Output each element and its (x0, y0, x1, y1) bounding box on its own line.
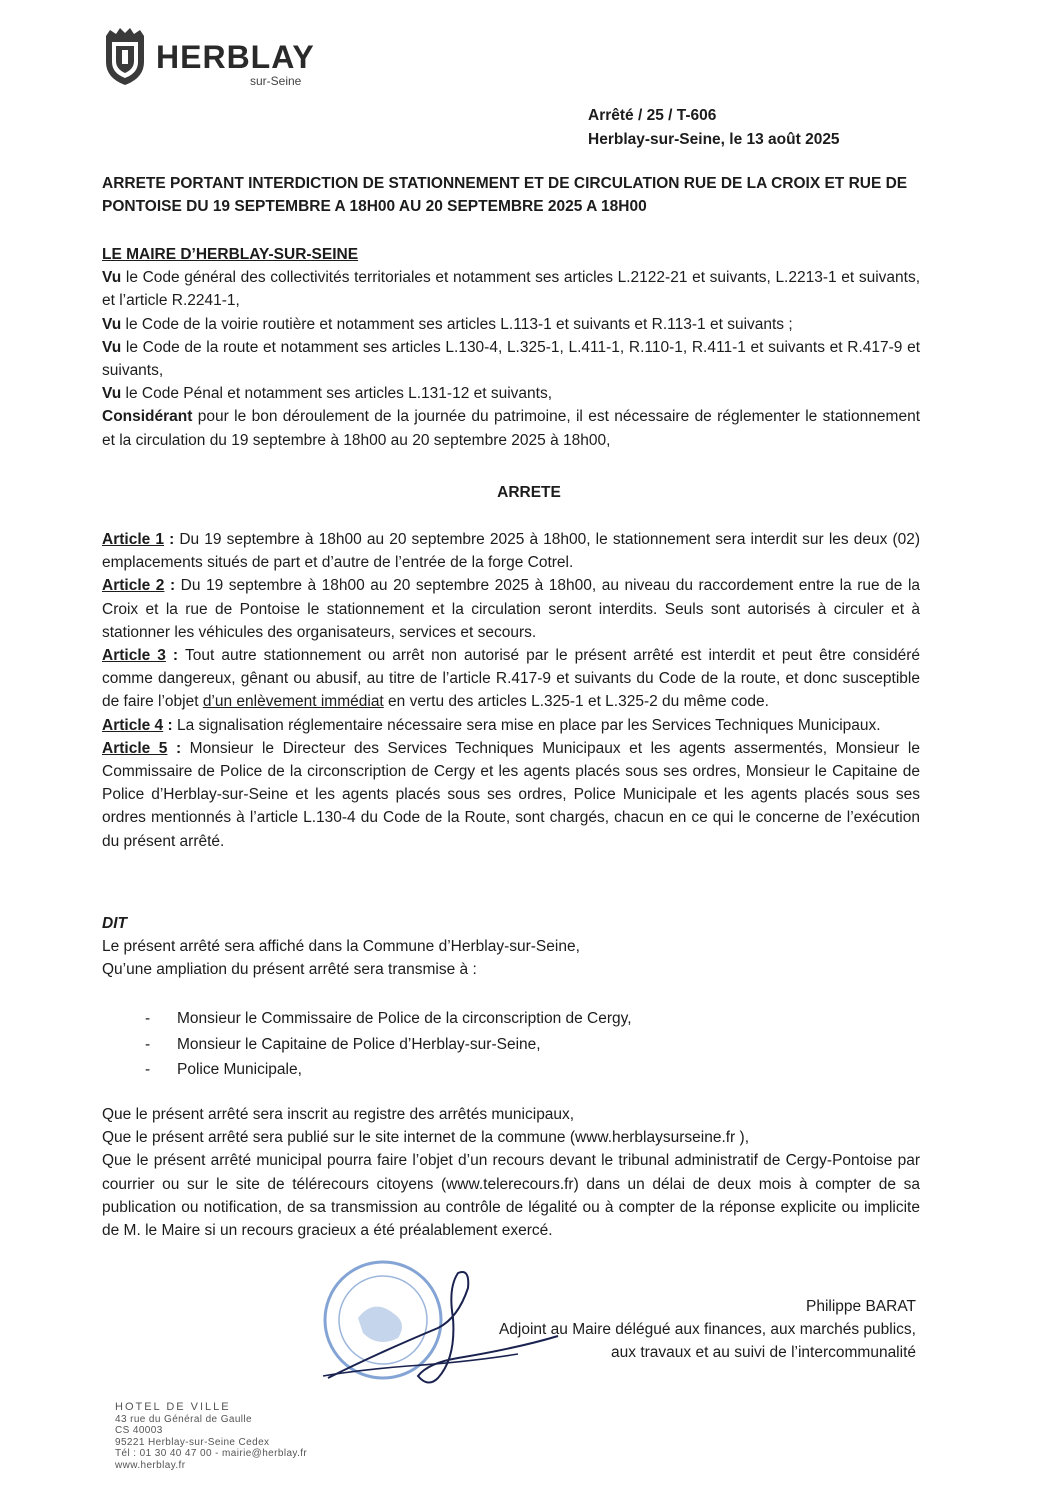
article-3: Article 3 : Tout autre stationnement ou arrêt non autorisé par le présent arrêté est interdit et peut être considéré comme dangereux, gênant ou abusif, au titre de l’article R.417-9 et suivants du Code de la route, et donc susceptible de faire l’objet d’un enlèvement immédiat en vertu des articles L.325-1 et L.325-2 du même code. (102, 647, 921, 711)
list-item: - Monsieur le Capitaine de Police d’Herblay-sur-Seine, (145, 1035, 541, 1053)
visa-line: Vu le Code de la route et notamment ses articles L.130-4, L.325-1, L.411-1, R.110-1, R.411-1 et suivants et R.417-9 et suivants, (102, 338, 920, 380)
visa-line: Vu le Code de la voirie routière et notamment ses articles L.113-1 et suivants et R.113-1 et suivants ; (102, 315, 793, 333)
list-item: - Monsieur le Commissaire de Police de la circonscription de Cergy, (145, 1010, 632, 1027)
article-2: Article 2 : Du 19 septembre à 18h00 au 20 septembre 2025 à 18h00, au niveau du raccordement entre la rue de la Croix et la rue de Pontoise le stationnement et la circulation seront interdits. Seuls sont autorisés à circuler et à stationner les véhicules des organisateurs, services et secours. (102, 577, 921, 641)
article-4: Article 4 : La signalisation réglementaire nécessaire sera mise en place par les Services Techniques Municipaux. (102, 716, 881, 734)
city-logo (100, 28, 340, 92)
preamble (102, 243, 920, 452)
articles (102, 528, 920, 853)
dit-line: Qu’une ampliation du présent arrêté sera transmise à : (102, 961, 477, 979)
final-line: Que le présent arrêté sera inscrit au registre des arrêtés municipaux, (102, 1106, 575, 1123)
footer-line: CS 40003 (115, 1425, 163, 1436)
visa-line: Vu le Code général des collectivités territoriales et notamment ses articles L.2122-21 et suivants, L.2213-1 et suivants, et l’article R.2241-1, (102, 269, 920, 310)
final-line: Que le présent arrêté sera publié sur le site internet de la commune (www.herblaysurseine.fr ), (102, 1129, 749, 1147)
footer-line: 95221 Herblay-sur-Seine Cedex (115, 1436, 270, 1448)
logo-subtitle: sur-Seine (250, 74, 302, 88)
signatory-role-cont: aux travaux et au suivi de l’intercommunalité (611, 1344, 916, 1361)
footer-line: Tél : 01 30 40 47 00 - mairie@herblay.fr (115, 1448, 308, 1459)
article-1: Article 1 : Du 19 septembre à 18h00 au 20 septembre 2025 à 18h00, le stationnement sera interdit sur les deux (02) emplacements situés de part et d’autre de l’entrée de la forge Cotrel. (102, 531, 921, 572)
recipient-list (145, 1006, 632, 1083)
logo-name: HERBLAY (156, 39, 315, 75)
article-5: Article 5 : Monsieur le Directeur des Services Techniques Municipaux et les agents assermentés, Monsieur le Commissaire de Police de la circonscription de Cergy et les agents placés sous ses ordres, Monsieur le Capitaine de Police d’Herblay-sur-Seine et les agents placés sous ses ordres, Police Municipale et les agents placés sous ses ordres mentionnés à l’article L.130-4 du Code de la Route, sont chargés, chacun en ce qui le concerne de l’exécution du présent arrêté. (102, 739, 920, 850)
considerant-line: Considérant pour le bon déroulement de la journée du patrimoine, il est nécessaire de réglementer le stationnement et la circulation du 19 septembre à 18h00 au 20 septembre 2025 à 18h00, (102, 408, 920, 449)
authority: LE MAIRE D’HERBLAY-SUR-SEINE (102, 246, 359, 263)
footer-heading: HOTEL DE VILLE (115, 1401, 231, 1413)
signatory-role: Adjoint au Maire délégué aux finances, aux marchés publics, (498, 1321, 916, 1338)
crest-icon (100, 28, 150, 86)
list-item: - Police Municipale, (145, 1061, 302, 1078)
dit-line: Le présent arrêté sera affiché dans la Commune d’Herblay-sur-Seine, (102, 938, 580, 956)
dit-section (102, 912, 920, 982)
footer-line: 43 rue du Général de Gaulle (115, 1413, 252, 1425)
decree-reference (588, 104, 840, 152)
final-line: Que le présent arrêté municipal pourra faire l’objet d’un recours devant le tribunal administratif de Cergy-Pontoise par courrier ou sur le site de télérecours citoyens (www.telerecours.fr) dans un délai de deux mois à compter de sa publication ou notification, de sa transmission au contrôle de légalité ou à compter de la réponse explicite ou implicite de M. le Maire si un recours gracieux a été préalablement exercé. (102, 1152, 920, 1240)
decree-number: Arrêté / 25 / T-606 (588, 107, 717, 124)
signatory-name: Philippe BARAT (806, 1298, 916, 1315)
signature-block (499, 1295, 916, 1364)
final-provisions (102, 1103, 920, 1242)
footer-line: www.herblay.fr (115, 1459, 186, 1471)
decree-title: ARRETE PORTANT INTERDICTION DE STATIONNEMENT ET DE CIRCULATION RUE DE LA CROIX ET RUE DE PONTOISE DU 19 SEPTEMBRE A 18H00 AU 20 SEPTEMBRE 2025 A 18H00 (102, 175, 908, 215)
arrete-heading: ARRETE (497, 484, 561, 501)
visa-line: Vu le Code Pénal et notamment ses articles L.131-12 et suivants, (102, 385, 553, 403)
dit-heading: DIT (102, 915, 127, 932)
decree-place-date: Herblay-sur-Seine, le 13 août 2025 (588, 131, 840, 148)
footer-address (115, 1402, 307, 1471)
